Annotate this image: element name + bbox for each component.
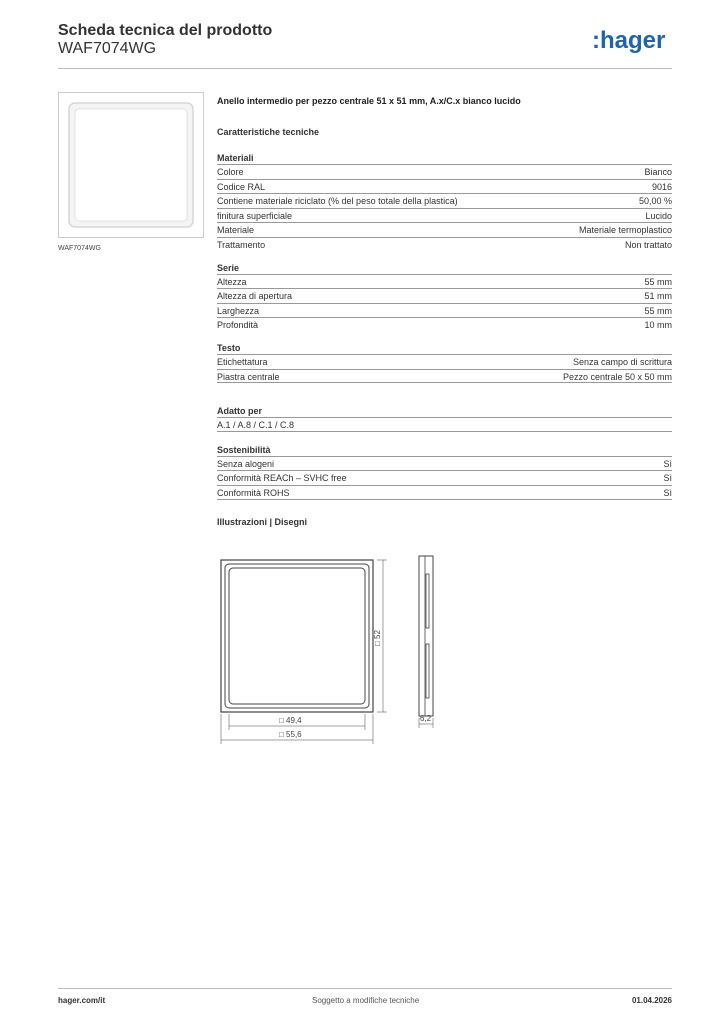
section-sostenibilita: [217, 456, 672, 500]
section-serie-title: Serie: [217, 262, 240, 273]
spec-value: 50,00 %: [638, 196, 672, 207]
spec-row: [217, 208, 672, 223]
spec-value: 9016: [651, 181, 672, 192]
spec-row: [217, 317, 672, 332]
technical-drawing: [217, 550, 443, 746]
spec-row: [217, 193, 672, 208]
front-inner-edge: [229, 568, 365, 704]
spec-row: [217, 369, 672, 384]
spec-row: [217, 164, 672, 179]
spec-label: Larghezza: [217, 305, 260, 316]
spec-label: Materiale: [217, 225, 255, 236]
spec-label: Profondità: [217, 320, 259, 331]
spec-value: Non trattato: [624, 239, 672, 250]
spec-label: Colore: [217, 167, 244, 177]
section-serie: [217, 274, 672, 332]
hager-logo-text: :hager: [592, 27, 666, 54]
spec-row: [217, 274, 672, 289]
spec-value: 10 mm: [644, 320, 672, 331]
product-image-drawing: [59, 93, 203, 237]
footer-date: 01.04.2026: [631, 996, 672, 1005]
spec-label: Altezza di apertura: [217, 291, 293, 302]
depth-label: 6,2: [420, 714, 432, 723]
spec-row: [217, 456, 672, 471]
spec-label: Piastra centrale: [217, 371, 280, 382]
spec-value: 51 mm: [644, 291, 672, 302]
side-view-slot-top: [426, 574, 429, 628]
spec-row: [217, 222, 672, 237]
image-caption: WAF7074WG: [58, 245, 101, 252]
spec-row: [217, 485, 672, 500]
spec-row: [217, 354, 672, 369]
spec-value: Materiale termoplastico: [578, 225, 672, 236]
height-dimension-label: □ 52: [373, 630, 382, 646]
spec-value: Pezzo centrale 50 x 50 mm: [562, 371, 672, 382]
spec-row: [217, 470, 672, 485]
section-adatto-title: Adatto per: [217, 406, 262, 417]
spec-value: Lucido: [645, 210, 672, 221]
spec-value: Senza campo di scrittura: [572, 356, 672, 367]
section-testo: [217, 354, 672, 383]
spec-label: Contiene materiale riciclato (% del peso totale della plastica): [217, 196, 458, 207]
front-outer-edge: [221, 560, 373, 712]
footer-divider: [58, 988, 672, 989]
spec-label: Conformità ROHS: [217, 487, 290, 498]
spec-row: [217, 237, 672, 252]
spec-row: [217, 179, 672, 194]
spec-value: Sì: [663, 458, 672, 469]
drawings-title: Illustrazioni | Disegni: [217, 516, 308, 527]
spec-label: A.1 / A.8 / C.1 / C.8: [217, 420, 295, 431]
hager-logo: [592, 26, 676, 56]
tech-heading: Caratteristiche tecniche: [217, 127, 320, 137]
footer-note: Soggetto a modifiche tecniche: [312, 996, 420, 1005]
inner-width-label: □ 49,4: [279, 716, 302, 725]
side-view-slot-bottom: [426, 644, 429, 698]
spec-content: [217, 96, 672, 528]
spec-row: [217, 417, 672, 432]
spec-label: Trattamento: [217, 239, 266, 250]
spec-value: Bianco: [644, 167, 672, 177]
section-testo-title: Testo: [217, 342, 241, 353]
product-title: Anello intermedio per pezzo centrale 51 x 51 mm, A.x/C.x bianco lucido: [217, 96, 521, 106]
spec-value: 55 mm: [644, 305, 672, 316]
spec-label: Altezza: [217, 276, 247, 287]
spec-value: 55 mm: [644, 276, 672, 287]
spec-label: Senza alogeni: [217, 458, 275, 469]
spec-row: [217, 303, 672, 318]
product-code: WAF7074WG: [58, 40, 157, 57]
spec-value: Sì: [663, 473, 672, 484]
front-middle-edge: [225, 564, 369, 708]
page-title: Scheda tecnica del prodotto: [58, 22, 273, 39]
outer-width-label: □ 55,6: [279, 730, 302, 739]
spec-label: Codice RAL: [217, 181, 266, 192]
spec-label: Conformità REACh – SVHC free: [217, 473, 347, 484]
section-materiali-title: Materiali: [217, 153, 254, 163]
section-adatto: [217, 417, 672, 432]
footer-website[interactable]: hager.com/it: [58, 996, 106, 1005]
product-image: [58, 92, 204, 238]
section-sostenibilita-title: Sostenibilità: [217, 444, 271, 455]
spec-row: [217, 288, 672, 303]
spec-label: finitura superficiale: [217, 210, 293, 221]
spec-label: Etichettatura: [217, 356, 268, 367]
section-materiali: [217, 164, 672, 252]
header-divider: [58, 68, 672, 69]
spec-value: Sì: [663, 487, 672, 498]
